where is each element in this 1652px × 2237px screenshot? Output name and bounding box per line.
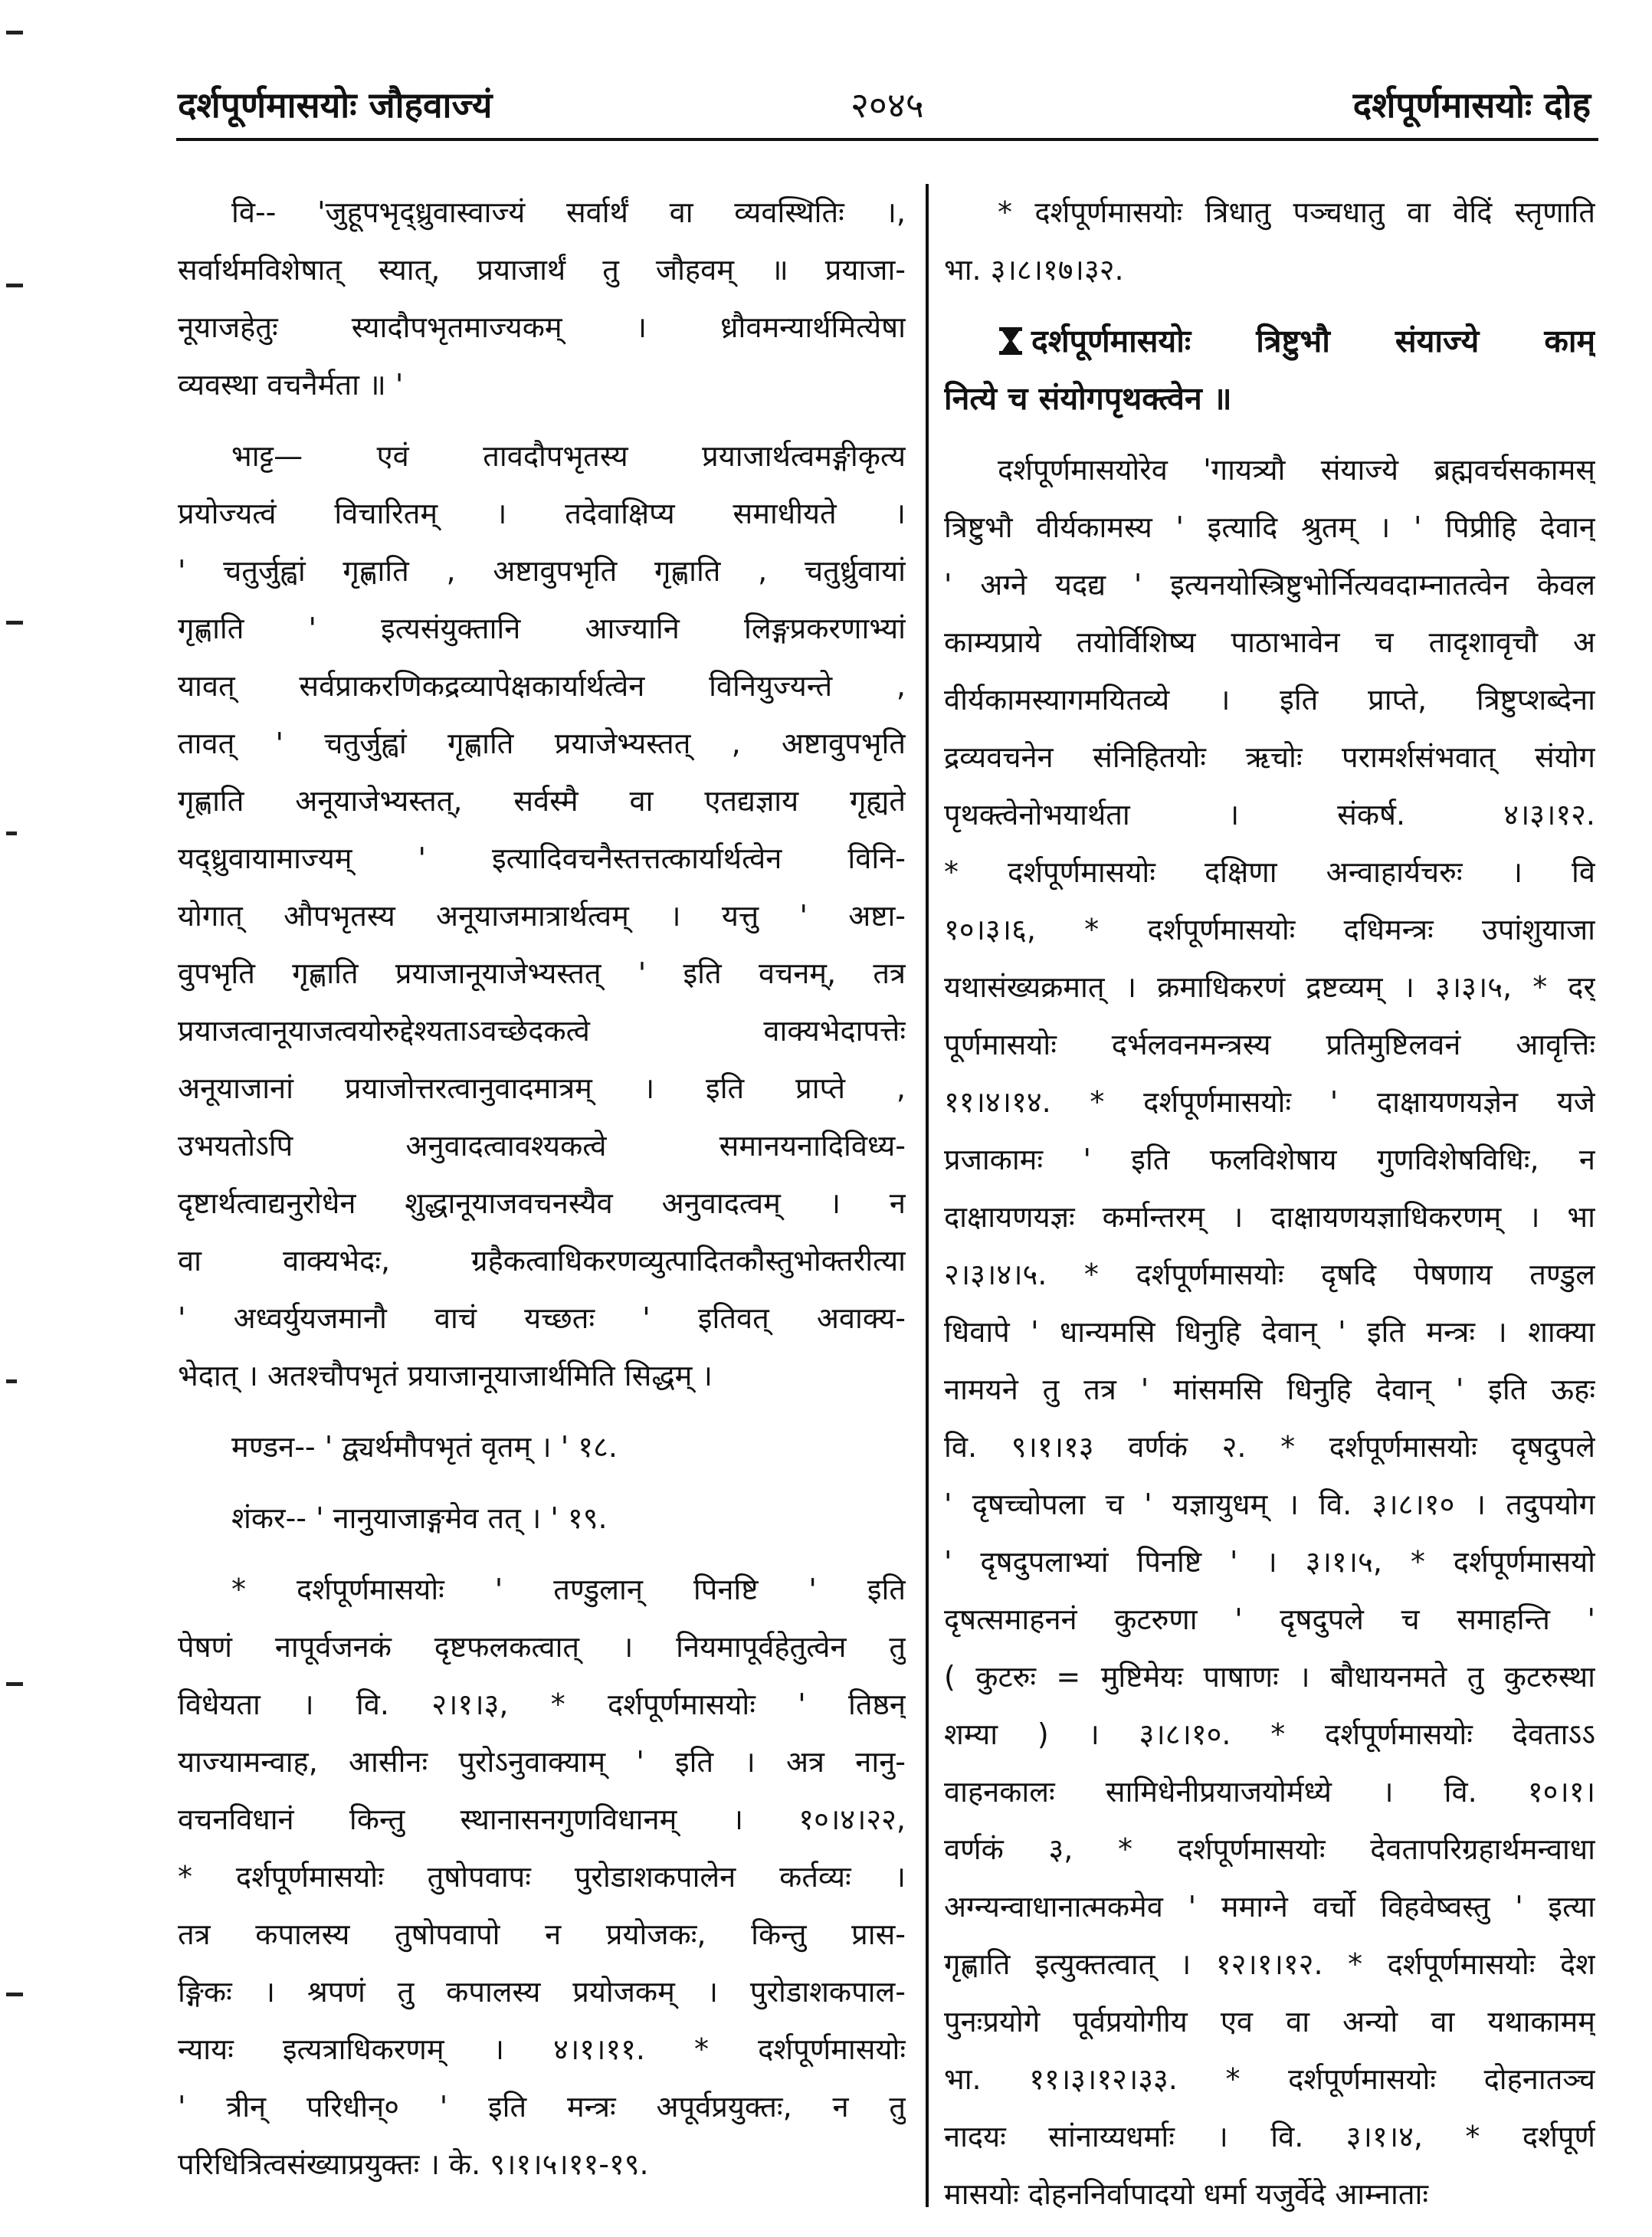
header-rule [176, 138, 1598, 141]
paragraph [178, 428, 906, 1405]
text-line: विधेयता । वि. २।१।३, * दर्शपूर्णमासयोः ' तिष्ठन् [178, 1688, 906, 1721]
heading-text: दर्शपूर्णमासयोः त्रिष्टुभौ संयाज्ये काम् [1031, 323, 1595, 359]
text-line: व्यवस्था वचनैर्मता ॥ ' [178, 368, 404, 402]
text-line: तत्र कपालस्य तुषोपवापो न प्रयोजकः, किन्तु प्रास- [178, 1917, 906, 1951]
text-line: वि. ९।१।१३ वर्णकं २. * दर्शपूर्णमासयोः दृषदुपले [944, 1430, 1595, 1464]
text-line: प्रजाकामः ' इति फलविशेषाय गुणविशेषविधिः, न [944, 1143, 1595, 1176]
text-line: यावत् सर्वप्राकरणिकद्रव्यापेक्षकार्यार्थत्वेन विनियुज्यन्ते , [178, 669, 906, 703]
text-line: * दर्शपूर्णमासयोः दक्षिणा अन्वाहार्यचरुः । वि [944, 855, 1595, 889]
margin-mark [6, 284, 23, 287]
paragraph [178, 184, 906, 414]
text-line: वीर्यकामस्यागमयितव्ये । इति प्राप्ते, त्रिष्टुप्शब्देना [944, 683, 1595, 717]
running-head-right: दर्शपूर्णमासयोः दोह [1352, 84, 1591, 126]
text-line: पुनःप्रयोगे पूर्वप्रयोगीय एव वा अन्यो वा यथाकामम् [944, 2005, 1595, 2039]
text-line: दर्शपूर्णमासयोरेव 'गायत्र्यौ संयाज्ये ब्रह्मवर्चसकामस् [998, 453, 1595, 487]
left-column [178, 184, 906, 2207]
text-line: उभयतोऽपि अनुवादत्वावश्यकत्वे समानयनादिविध्य- [178, 1129, 906, 1163]
text-line: वचनविधानं किन्तु स्थानासनगुणविधानम् । १०।४।२२, [178, 1802, 906, 1836]
text-line: भा. ३।८।१७।३२. [944, 253, 1124, 287]
paragraph [178, 1419, 906, 1476]
margin-mark [6, 621, 23, 625]
text-line: यथासंख्यक्रमात् । क्रमाधिकरणं द्रष्टव्यम् । ३।३।५, * दर् [944, 970, 1595, 1004]
text-line: ' त्रीन् परिधीन्० ' इति मन्त्रः अपूर्वप्रयुक्तः, न तु [178, 2090, 906, 2124]
page-number: २०४५ [851, 84, 924, 126]
text-line: शम्या ) । ३।८।१०. * दर्शपूर्णमासयोः देवताऽऽ [944, 1717, 1595, 1751]
text-line: नादयः सांनाय्यधर्माः । वि. ३।१।४, * दर्शपूर्ण [944, 2120, 1595, 2153]
text-line: दृष्टार्थत्वाद्यनुरोधेन शुद्धानूयाजवचनस्यैव अनुवादत्वम् । न [178, 1186, 906, 1220]
text-line: योगात् औपभृतस्य अनूयाजमात्रार्थत्वम् । यत्तु ' अष्टा- [178, 899, 906, 933]
text-line: ' दृषच्चोपला च ' यज्ञायुधम् । वि. ३।८।१० । तदुपयोग [944, 1488, 1595, 1521]
text-line: अनूयाजानां प्रयाजोत्तरत्वानुवादमात्रम् । इति प्राप्ते , [178, 1071, 906, 1105]
column-divider [926, 184, 929, 2207]
text-line: प्रयाजत्वानूयाजत्वयोरुद्देश्यताऽवच्छेदकत्वे वाक्यभेदापत्तेः [178, 1014, 906, 1048]
running-head-left: दर्शपूर्णमासयोः जौहवाज्यं [178, 84, 493, 126]
text-line: १०।३।६, * दर्शपूर्णमासयोः दधिमन्त्रः उपांशुयाजा [944, 913, 1595, 946]
paragraph [944, 441, 1595, 2223]
text-line: परिधित्रित्वसंख्याप्रयुक्तः । के. ९।१।५।११-१९. [178, 2147, 649, 2181]
text-line: वाहनकालः सामिधेनीप्रयाजयोर्मध्ये । वि. १०।१। [944, 1775, 1595, 1809]
text-line: भाट्ट— एवं तावदौपभृतस्य प्रयाजार्थत्वमङ्गीकृत्य [231, 439, 906, 473]
margin-mark [6, 1379, 17, 1383]
text-line: * दर्शपूर्णमासयोः तुषोपवापः पुरोडाशकपालेन कर्तव्यः । [178, 1860, 906, 1894]
text-line: धिवापे ' धान्यमसि धिनुहि देवान् ' इति मन्त्रः । शाक्या [944, 1315, 1595, 1349]
text-line: ' चतुर्जुह्वां गृह्णाति , अष्टावुपभृति गृह्णाति , चतुर्ध्रुवायां [178, 554, 906, 588]
text-line: पेषणं नापूर्वजनकं दृष्टफलकत्वात् । नियमापूर्वहेतुत्वेन तु [178, 1630, 906, 1664]
text-line: वुपभृति गृह्णाति प्रयाजानूयाजेभ्यस्तत् ' इति वचनम्, तत्र [178, 956, 906, 990]
text-line: २।३।४।५. * दर्शपूर्णमासयोः दृषदि पेषणाय तण्डुल [944, 1258, 1595, 1291]
text-line: वा वाक्यभेदः, ग्रहैकत्वाधिकरणव्युत्पादितकौस्तुभोक्तरीत्या [178, 1244, 906, 1278]
text-line: गृह्णाति इत्युक्तत्वात् । १२।१।१२. * दर्शपूर्णमासयोः देश [944, 1947, 1595, 1981]
text-line: अग्न्यन्वाधानात्मकमेव ' ममाग्ने वर्चो विहवेष्वस्तु ' इत्या [944, 1890, 1595, 1924]
text-line: मासयोः दोहननिर्वापादयो धर्मा यजुर्वेदे आम्नाताः [944, 2177, 1429, 2211]
margin-mark [6, 831, 17, 835]
text-line: त्रिष्टुभौ वीर्यकामस्य ' इत्यादि श्रुतम् । ' पिप्रीहि देवान् [944, 510, 1595, 544]
text-line: नित्ये च संयोगपृथक्त्वेन ॥ [944, 380, 1232, 417]
text-line: याज्यामन्वाह, आसीनः पुरोऽनुवाक्याम् ' इति । अत्र नानु- [178, 1745, 906, 1779]
section-heading [944, 313, 1595, 428]
hourglass-icon [998, 326, 1024, 356]
text-line: पृथक्त्वेनोभयार्थता । संकर्ष. ४।३।१२. [944, 798, 1595, 831]
text-line: ' दृषदुपलाभ्यां पिनष्टि ' । ३।१।५, * दर्शपूर्णमासयो [944, 1545, 1595, 1579]
text-line: वर्णकं ३, * दर्शपूर्णमासयोः देवतापरिग्रहार्थमन्वाधा [944, 1832, 1595, 1866]
text-line: तावत् ' चतुर्जुह्वां गृह्णाति प्रयाजेभ्यस्तत् , अष्टावुपभृति [178, 727, 906, 760]
text-line: नूयाजहेतुः स्यादौपभृतमाज्यकम् । ध्रौवमन्यार्थमित्येषा [178, 310, 906, 344]
text-line: ११।४।१४. * दर्शपूर्णमासयोः ' दाक्षायणयज्ञेन यजे [944, 1085, 1595, 1119]
text-line: ङ्गिकः । श्रपणं तु कपालस्य प्रयोजकम् । पुरोडाशकपाल- [178, 1975, 906, 2009]
text-line: ' अध्वर्युयजमानौ वाचं यच्छतः ' इतिवत् अवाक्य- [178, 1301, 906, 1335]
text-line: द्रव्यवचनेन संनिहितयोः ऋचोः परामर्शसंभवात् संयोग [944, 740, 1595, 774]
text-line: न्यायः इत्यत्राधिकरणम् । ४।१।११. * दर्शपूर्णमासयोः [178, 2032, 906, 2066]
text-line: * दर्शपूर्णमासयोः त्रिधातु पञ्चधातु वा वेदिं स्तृणाति [998, 195, 1595, 229]
text-line: ( कुटरुः = मुष्टिमेयः पाषाणः । बौधायनमते तु कुटरुस्था [944, 1660, 1595, 1694]
right-column [944, 184, 1595, 2237]
margin-mark [6, 1993, 23, 1996]
text-line: भा. ११।३।१२।३३. * दर्शपूर्णमासयोः दोहनातञ्च [944, 2062, 1595, 2096]
text-line: भेदात् । अतश्चौपभृतं प्रयाजानूयाजार्थमिति सिद्धम् । [178, 1359, 713, 1392]
text-line: शंकर-- ' नानुयाजाङ्गमेव तत् । ' १९. [231, 1501, 608, 1535]
text-line: सर्वार्थमविशेषात् स्यात्, प्रयाजार्थं तु जौहवम् ॥ प्रयाजा- [178, 253, 906, 287]
text-line: नामयने तु तत्र ' मांसमसि धिनुहि देवान् ' इति ऊहः [944, 1373, 1595, 1406]
text-line: गृह्णाति अनूयाजेभ्यस्तत्, सर्वस्मै वा एतद्यज्ञाय गृह्यते [178, 784, 906, 818]
text-line: मण्डन-- ' द्व्यर्थमौपभृतं वृतम् । ' १८. [231, 1430, 618, 1464]
margin-mark [6, 31, 23, 34]
text-line: दाक्षायणयज्ञः कर्मान्तरम् । दाक्षायणयज्ञाधिकरणम् । भा [944, 1200, 1595, 1234]
text-line: यद्ध्रुवायामाज्यम् ' इत्यादिवचनैस्तत्तत्कार्यार्थत्वेन विनि- [178, 841, 906, 875]
margin-mark [6, 1682, 23, 1686]
paragraph [178, 1561, 906, 2193]
text-line: प्रयोज्यत्वं विचारितम् । तदेवाक्षिप्य समाधीयते । [178, 497, 906, 530]
text-line: दृषत्समाहननं कुटरुणा ' दृषदुपले च समाहन्ति ' [944, 1602, 1595, 1636]
paragraph [944, 184, 1595, 299]
text-line: * दर्शपूर्णमासयोः ' तण्डुलान् पिनष्टि ' इति [231, 1573, 906, 1606]
paragraph [178, 1490, 906, 1547]
text-line: पूर्णमासयोः दर्भलवनमन्त्रस्य प्रतिमुष्टिलवनं आवृत्तिः [944, 1028, 1595, 1061]
text-line: गृह्णाति ' इत्यसंयुक्तानि आज्यानि लिङ्गप्रकरणाभ्यां [178, 612, 906, 645]
text-line [944, 313, 1595, 370]
text-line: ' अग्ने यदद्य ' इत्यनयोस्त्रिष्टुभोर्नित्यवदाम्नातत्वेन केवल [944, 568, 1595, 602]
text-line: काम्यप्राये तयोर्विशिष्य पाठाभावेन च तादृशावृचौ अ [944, 625, 1595, 659]
text-line: वि-- 'जुहूपभृद्ध्रुवास्वाज्यं सर्वार्थं वा व्यवस्थितिः ।, [231, 195, 906, 229]
